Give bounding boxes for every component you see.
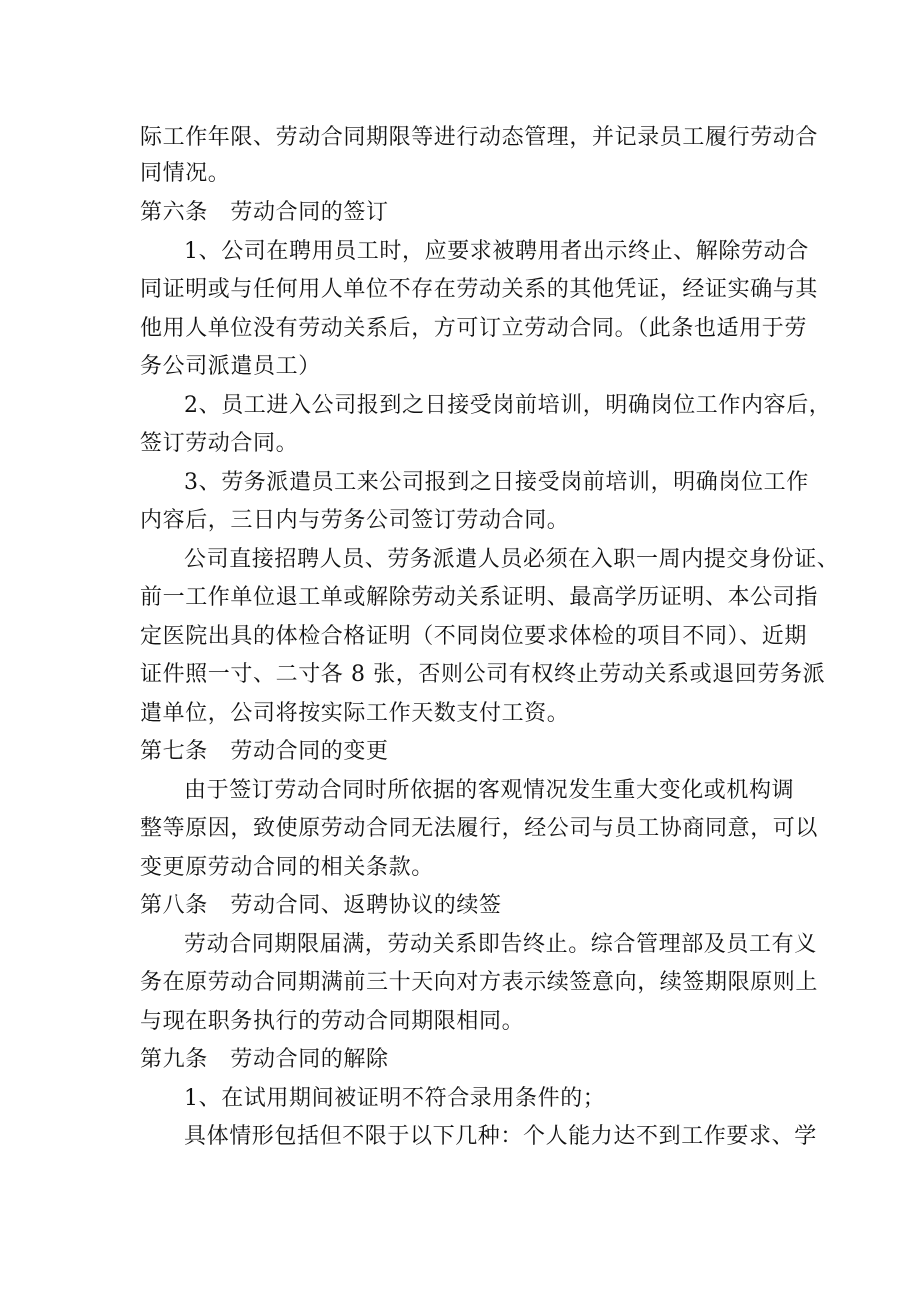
paragraph-line: 务公司派遣员工） — [140, 354, 321, 379]
paragraph-line: 与现在职务执行的劳动合同期限相同。 — [140, 1009, 525, 1034]
paragraph-line: 1、在试用期间被证明不符合录用条件的； — [184, 1086, 606, 1111]
paragraph-line: 他用人单位没有劳动关系后，方可订立劳动合同。（此条也适用于劳 — [140, 316, 808, 341]
paragraph-line: 3、劳务派遣员工来公司报到之日接受岗前培训，明确岗位工作 — [184, 470, 809, 495]
paragraph-line: 整等原因，致使原劳动合同无法履行，经公司与员工协商同意，可以 — [140, 816, 819, 841]
paragraph-line: 证件照一寸、二寸各 8 张，否则公司有权终止劳动关系或退回劳务派 — [140, 662, 826, 687]
paragraph-line: 前一工作单位退工单或解除劳动关系证明、最高学历证明、本公司指 — [140, 585, 819, 610]
paragraph-line: 变更原劳动合同的相关条款。 — [140, 855, 434, 880]
paragraph-line: 同证明或与任何用人单位不存在劳动关系的其他凭证，经证实确与其 — [140, 277, 819, 302]
paragraph-line: 具体情形包括但不限于以下几种：个人能力达不到工作要求、学 — [184, 1124, 817, 1149]
paragraph-line: 同情况。 — [140, 161, 231, 186]
paragraph-line: 由于签订劳动合同时所依据的客观情况发生重大变化或机构调 — [184, 778, 795, 803]
paragraph-line: 签订劳动合同。 — [140, 431, 299, 456]
paragraph-line: 遣单位，公司将按实际工作天数支付工资。 — [140, 701, 570, 726]
paragraph-line: 2、员工进入公司报到之日接受岗前培训，明确岗位工作内容后， — [184, 393, 832, 418]
paragraph-line: 劳动合同期限届满，劳动关系即告终止。综合管理部及员工有义 — [184, 932, 817, 957]
article-9-heading: 第九条 劳动合同的解除 — [140, 1047, 389, 1072]
article-6-heading: 第六条 劳动合同的签订 — [140, 200, 389, 225]
paragraph-line: 务在原劳动合同期满前三十天向对方表示续签意向，续签期限原则上 — [140, 970, 819, 995]
paragraph-line: 1、公司在聘用员工时，应要求被聘用者出示终止、解除劳动合 — [184, 239, 809, 264]
paragraph-line: 内容后，三日内与劳务公司签订劳动合同。 — [140, 508, 570, 533]
paragraph-line: 际工作年限、劳动合同期限等进行动态管理，并记录员工履行劳动合 — [140, 125, 819, 150]
paragraph-line: 公司直接招聘人员、劳务派遣人员必须在入职一周内提交身份证、 — [184, 547, 840, 572]
paragraph-line: 定医院出具的体检合格证明（不同岗位要求体检的项目不同）、近期 — [140, 624, 808, 649]
article-8-heading: 第八条 劳动合同、返聘协议的续签 — [140, 893, 502, 918]
article-7-heading: 第七条 劳动合同的变更 — [140, 739, 389, 764]
